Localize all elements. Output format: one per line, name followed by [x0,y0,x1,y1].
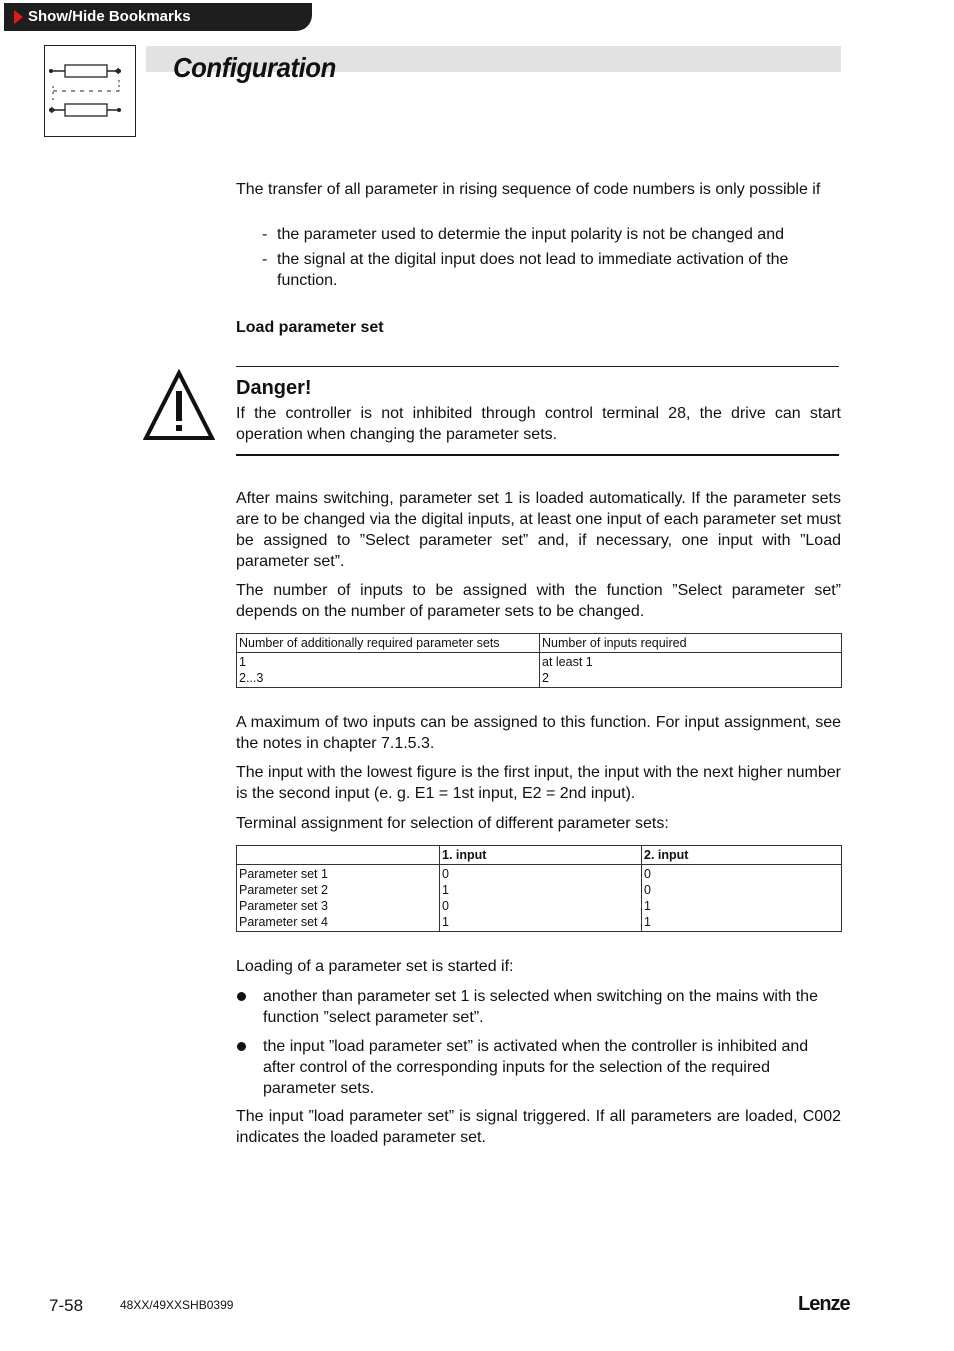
table-header-row [237,634,842,653]
play-icon [14,10,23,24]
table-header-cell: 2. input [642,846,842,865]
table-row [237,865,842,932]
terminal-assignment-table [236,845,842,932]
intro-item-1: the parameter used to determie the input polarity is not be changed and [277,226,784,243]
warning-icon [143,369,215,441]
cell-value: 2 [542,671,549,685]
table-cell [642,865,842,932]
paragraph-3: A maximum of two inputs can be assigned to this function. For input assignment, see the notes in chapter 7.1.5.3. [236,714,841,752]
paragraph-1: After mains switching, parameter set 1 is loaded automatically. If the parameter sets are to be changed via the digital inputs, at least one input of each parameter set must be assigned to ”Select parameter set” and, if necessary, one input with ”Load parameter set”. [236,490,841,570]
bullet-icon [237,1042,246,1051]
divider-bottom [236,454,839,456]
cell-value: 1 [644,899,651,913]
cell-value: 1 [442,883,449,897]
danger-text: If the controller is not inhibited through control terminal 28, the drive can start operation when changing the parameter sets. [236,405,841,443]
table-header-row [237,846,842,865]
cell-value: 0 [442,867,449,881]
circuit-icon [45,46,135,136]
bullet-icon [237,992,246,1001]
paragraph-5: Terminal assignment for selection of different parameter sets: [236,815,669,832]
cell-value: Parameter set 4 [239,915,328,929]
paragraph-6: Loading of a parameter set is started if: [236,958,514,975]
cell-value: 0 [644,867,651,881]
chapter-logo [44,45,136,137]
brand-logo: Lenze [798,1293,850,1315]
bullet-item-1: another than parameter set 1 is selected when switching on the mains with the function ”select parameter set”. [263,988,818,1026]
table-cell [540,653,842,688]
intro-item-2-cont: function. [277,272,338,289]
divider-top [236,366,839,367]
danger-title: Danger! [236,377,312,399]
cell-value: 1 [442,915,449,929]
table-cell [237,653,540,688]
table-cell [440,865,642,932]
table-header-cell [237,846,440,865]
intro-dash-1: - [262,226,268,243]
paragraph-2: The number of inputs to be assigned with the function ”Select parameter set” depends on the number of parameter sets to be changed. [236,582,841,620]
paragraph-4: The input with the lowest figure is the first input, the input with the next higher number is the second input (e. g. E1 = 1st input, E2 = 2nd input). [236,764,841,802]
inputs-table [236,633,842,688]
cell-value: 0 [442,899,449,913]
table-header-cell: 1. input [440,846,642,865]
document-id: 48XX/49XXSHB0399 [120,1298,234,1312]
cell-value: 1 [239,655,246,669]
cell-value: Parameter set 3 [239,899,328,913]
cell-value: 2...3 [239,671,264,685]
page-number: 7-58 [49,1296,84,1315]
cell-value: Parameter set 2 [239,883,328,897]
section-heading: Load parameter set [236,319,384,336]
page-title: Configuration [173,52,336,83]
cell-value: at least 1 [542,655,593,669]
intro-text: The transfer of all parameter in rising sequence of code numbers is only possible if [236,181,821,198]
cell-value: 0 [644,883,651,897]
intro-dash-2: - [262,251,268,268]
table-cell [237,865,440,932]
bookmark-label: Show/Hide Bookmarks [28,8,191,25]
table-row [237,653,842,688]
cell-value: Parameter set 1 [239,867,328,881]
show-hide-bookmarks-button[interactable] [4,3,312,31]
cell-value: 1 [644,915,651,929]
table-header-cell: Number of inputs required [540,634,842,653]
paragraph-7: The input ”load parameter set” is signal triggered. If all parameters are loaded, C002 indicates the loaded parameter set. [236,1108,841,1146]
bullet-item-2: the input ”load parameter set” is activated when the controller is inhibited and after control of the corresponding inputs for the selection of the required parameter sets. [263,1038,809,1097]
intro-item-2: the signal at the digital input does not lead to immediate activation of the [277,251,789,268]
table-header-cell: Number of additionally required parameter sets [237,634,540,653]
